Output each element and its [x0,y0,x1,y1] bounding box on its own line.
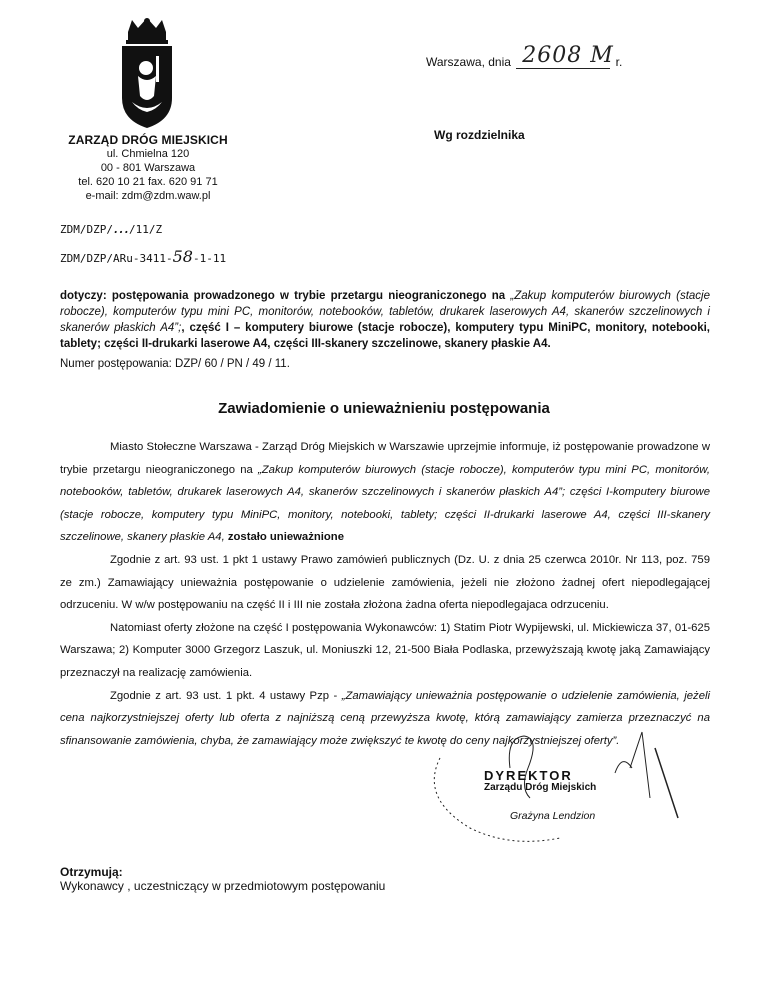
email-line: e-mail: zdm@zdm.waw.pl [85,190,211,202]
ref1-prefix: ZDM/DZP/ [60,223,113,236]
procedure-number: Numer postępowania: DZP/ 60 / PN / 49 / 11. [60,358,290,370]
ref2-suffix: -1-11 [192,252,227,265]
director-stamp: DYREKTOR [484,768,573,783]
signature-graphic [410,728,710,858]
document-body [60,436,710,752]
place-date-suffix: r. [615,55,623,69]
p4-italic: „Zamawiający unieważnia postępowanie o udzielenie zamówienia, jeżeli cena najkorzystniejszej oferty lub oferta z najniższą ceną przewyższa kwotę, którą zamawiający zamierza przeznaczyć na sfinansowanie zamówienia, chyba, że zamawiający może zwiększyć te kwotę do ceny najkorzystniejszej oferty”. [60,689,710,747]
ref1-handwritten: … [112,218,129,237]
p1-text: Miasto Stołeczne Warszawa - Zarząd Dróg Miejskich w Warszawie uprzejmie informuje, iż postępowanie prowadzone w trybie przetargu nieograniczonego na [60,441,710,476]
p4-text: Zgodnie z art. 93 ust. 1 pkt. 4 ustawy Pzp - [110,689,342,702]
paragraph-3: Natomiast oferty złożone na część I postępowania Wykonawców: 1) Statim Piotr Wypijewski, ul. Mickiewicza 37, 01-625 Warszawa; 2) Komputer 3000 Grzegorz Laszuk, ul. Moniuszki 12, 21-500 Biała Podlaska, przewyższają kwotę jaką Zamawiający przeznaczył na realizację zamówienia. [60,621,710,679]
reference-number-2 [60,247,226,266]
place-date-prefix: Warszawa, dnia [426,55,511,69]
address-street: ul. Chmielna 120 [106,148,190,160]
distribution-note: Wg rozdzielnika [434,128,525,142]
handwritten-date: 2608 M [522,43,614,68]
recipients-item: Wykonawcy , uczestniczący w przedmiotowym postępowaniu [60,879,386,893]
p1-bold: zostało unieważnione [224,531,344,544]
subject-tender-title: „Zakup komputerów biurowych (stacje robocze), komputerów typu mini PC, monitorów, notebooków, tabletów, drukarek laserowych A4, skanerów szczelinowych i skanerów płaskich A4”; [60,290,710,334]
recipients-label: Otrzymują: [60,865,123,879]
subject-parts: , część I – komputery biurowe (stacje robocze), komputery typu MiniPC, monitory, notebooki, tablety; części II-drukarki laserowe A4, części III-skanery szczelinowe, skanery płaskie A4. [60,322,710,350]
organization-name: ZARZĄD DRÓG MIEJSKICH [68,133,228,147]
place-date [426,43,623,69]
ref2-prefix: ZDM/DZP/ARu-3411- [60,252,173,265]
organization-block [60,133,236,203]
address-city: 00 - 801 Warszawa [100,162,196,174]
paragraph-1 [60,436,710,549]
subject-lead: dotyczy: postępowania prowadzonego w trybie przetargu nieograniczonego na [60,290,511,302]
authority-stamp: Zarządu Dróg Miejskich [484,782,597,793]
ref1-suffix: /11/Z [128,223,163,236]
handwritten-date-field [516,43,614,69]
signer-name: Grażyna Lendzion [510,810,596,822]
subject-paragraph [60,288,710,352]
document-title: Zawiadomienie o unieważnieniu postępowania [218,400,550,417]
warsaw-coat-of-arms-icon [116,18,178,130]
reference-number-1 [60,218,162,237]
ref2-handwritten: 58 [172,247,193,266]
paragraph-2: Zgodnie z art. 93 ust. 1 pkt 1 ustawy Prawo zamówień publicznych (Dz. U. z dnia 25 czerwca 2010r. Nr 113, poz. 759 ze zm.) Zamawiający unieważnia postępowanie o udzielenie zamówienia, jeżeli nie złożono żadnej ofert niepodlegającej odrzuceniu. W w/w postępowaniu na część II i III nie została złożona żadna oferta niepodlegajaca odrzuceniu. [60,553,710,612]
p1-italic: „Zakup komputerów biurowych (stacje robocze), komputerów typu mini PC, monitorów, notebooków, tabletów, drukarek laserowych A4, skanerów szczelinowych i skanerów płaskich A4”; części I-komputery biurowe (stacje robocze, komputery typu MiniPC, monitory, notebooki, tablety; części II-drukarki laserowe A4, części III-skanery szczelinowe, skanery płaskie A4, [60,463,710,544]
phone-fax: tel. 620 10 21 fax. 620 91 71 [78,176,218,188]
